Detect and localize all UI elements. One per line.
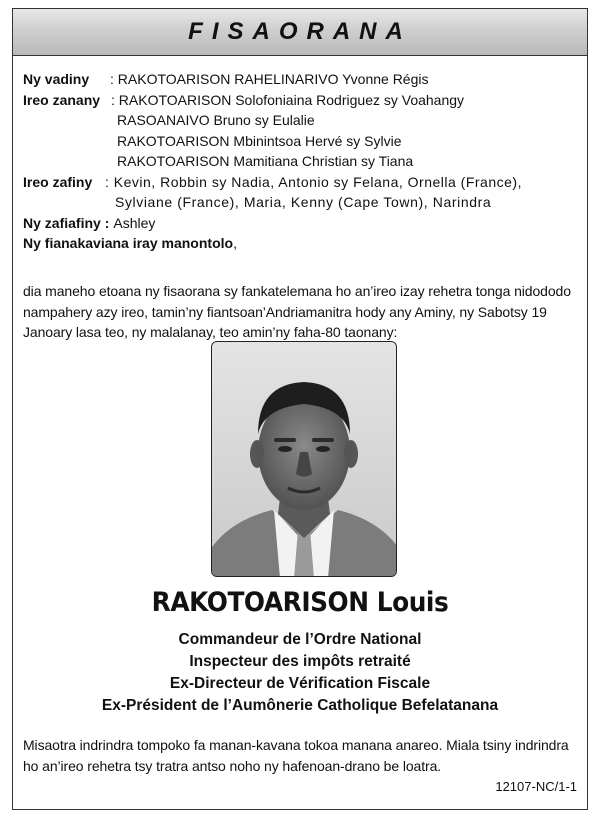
row-zafiny bbox=[23, 172, 579, 193]
value-zanany-4: RAKOTOARISON Mamitiana Christian sy Tiana bbox=[117, 153, 414, 169]
title-line: Ex-Président de l’Aumônerie Catholique Befelatanana bbox=[101, 697, 499, 714]
row-zafiafiny bbox=[23, 213, 579, 234]
row-zanany bbox=[23, 90, 579, 111]
deceased-titles bbox=[13, 629, 587, 717]
label-zafiny: Ireo zafiny bbox=[23, 173, 93, 190]
row-vadiny bbox=[23, 69, 579, 90]
announcement-frame bbox=[12, 8, 588, 810]
family-list bbox=[23, 69, 579, 254]
header-banner bbox=[13, 9, 587, 56]
row-zanany-4 bbox=[23, 151, 579, 172]
closing-paragraph: Misaotra indrindra tompoko fa manan-kavana tokoa manana anareo. Miala tsiny indrindra ho an’ireo rehetra tsy tratra antso noho ny hafenoan-drano be loatra. bbox=[23, 737, 569, 774]
row-zanany-3 bbox=[23, 131, 579, 152]
value-zanany-3: RAKOTOARISON Mbinintsoa Hervé sy Sylvie bbox=[117, 132, 402, 149]
portrait-image bbox=[212, 342, 397, 577]
value-zanany-1: : RAKOTOARISON Solofoniaina Rodriguez sy Voahangy bbox=[111, 91, 465, 108]
value-zafiny-1: : Kevin, Robbin sy Nadia, Antonio sy Felana, Ornella (France), bbox=[105, 173, 522, 190]
value-zafiafiny: Ashley bbox=[113, 214, 156, 231]
portrait-photo bbox=[211, 341, 397, 577]
title-line: Inspecteur des impôts retraité bbox=[189, 653, 411, 670]
banner-title: FISAORANA bbox=[188, 18, 412, 45]
reference-code: 12107-NC/1-1 bbox=[495, 779, 577, 794]
label-fianakaviana: Ny fianakaviana iray manontolo bbox=[23, 235, 234, 251]
value-zafiny-2: Sylviane (France), Maria, Kenny (Cape Town), Narindra bbox=[115, 194, 492, 210]
title-line: Ex-Directeur de Vérification Fiscale bbox=[169, 675, 431, 692]
title-line: Commandeur de l’Ordre National bbox=[178, 631, 422, 648]
value-zanany-2: RASOANAIVO Bruno sy Eulalie bbox=[117, 112, 315, 128]
row-zafiny-2 bbox=[23, 192, 579, 213]
value-vadiny: : RAKOTOARISON RAHELINARIVO Yvonne Régis bbox=[110, 71, 429, 87]
label-zafiafiny: Ny zafiafiny : bbox=[23, 214, 110, 231]
row-zanany-2 bbox=[23, 110, 579, 131]
thanks-paragraph: dia maneho etoana ny fisaorana sy fankatelemana ho an’ireo izay rehetra tonga nidododo nampahery azy ireo, tamin’ny fiantsoan’Andriamanitra hody any Aminy, ny Sabotsy 19 Janoary lasa teo, ny malalanay, teo amin’ny faha-80 taonany: bbox=[23, 283, 571, 340]
label-vadiny: Ny vadiny bbox=[23, 71, 90, 87]
deceased-name: RAKOTOARISON Louis bbox=[151, 587, 449, 618]
label-zanany: Ireo zanany bbox=[23, 91, 101, 108]
row-fianakaviana bbox=[23, 233, 579, 254]
value-fianakaviana: , bbox=[233, 235, 237, 251]
